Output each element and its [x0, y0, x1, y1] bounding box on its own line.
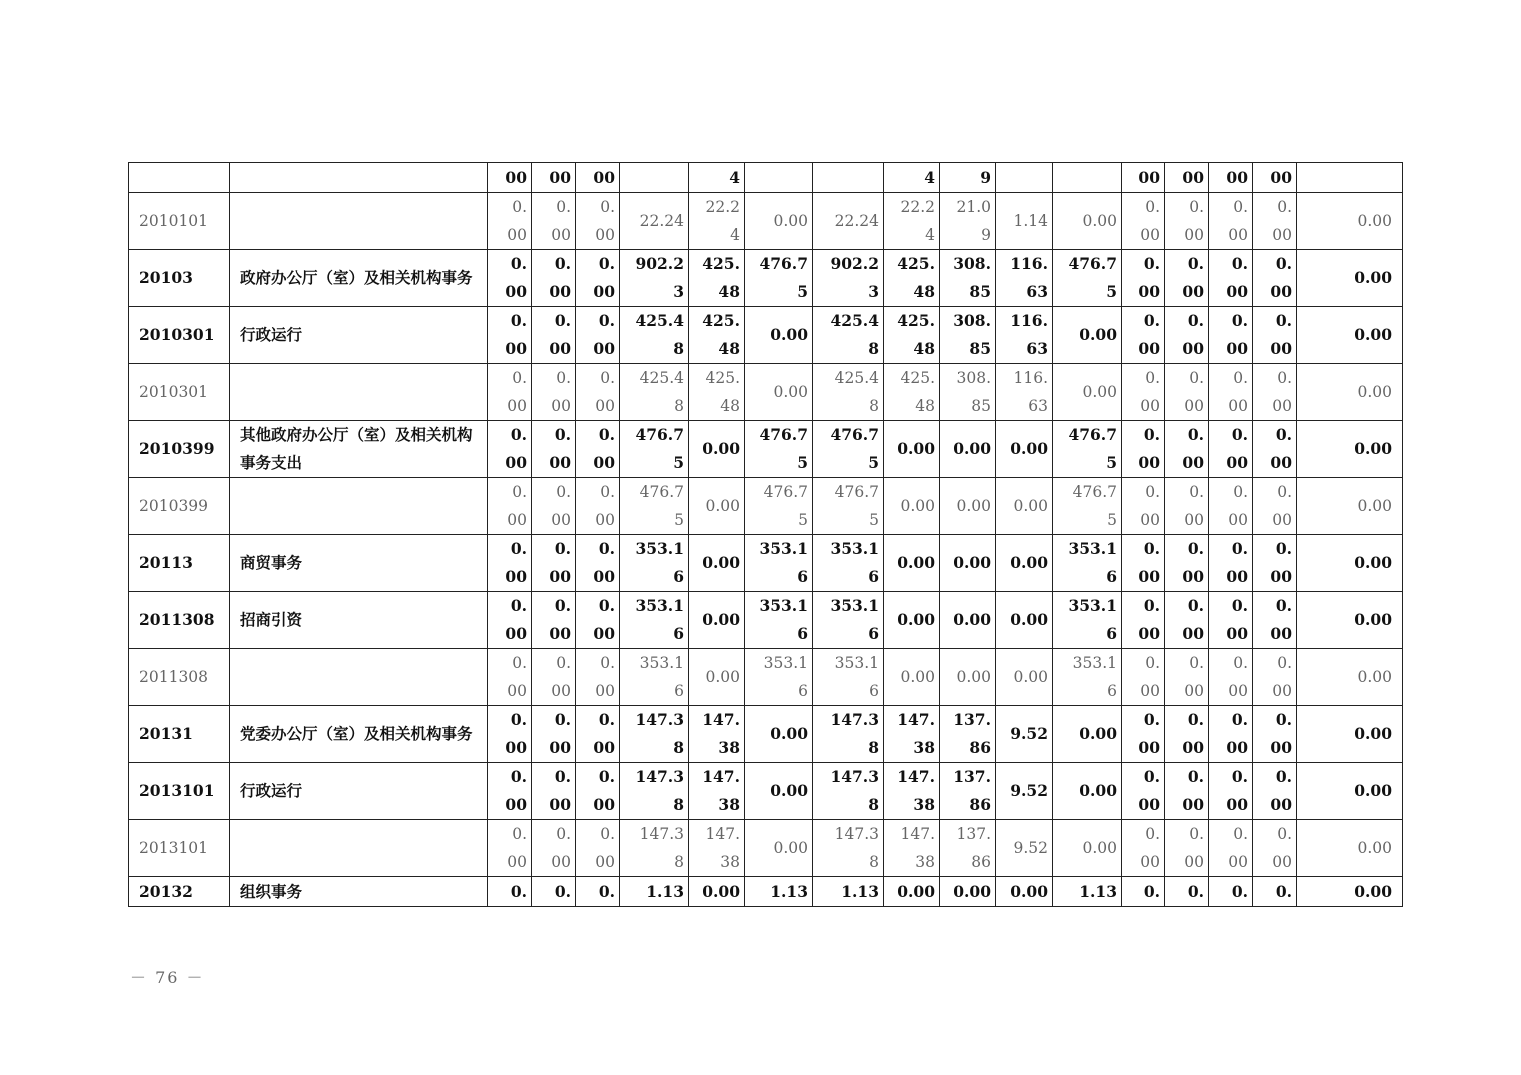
amount-cell: 147.3 8: [620, 763, 689, 820]
amount-cell: 476.7 5: [813, 421, 884, 478]
amount-cell: 0.00: [745, 307, 813, 364]
amount-cell: 0. 00: [532, 421, 576, 478]
amount-cell: 0.00: [1053, 763, 1122, 820]
subject-code: 2013101: [129, 820, 230, 877]
amount-cell: 0. 00: [1209, 250, 1253, 307]
amount-cell: 147. 38: [689, 706, 745, 763]
amount-cell: 353.1 6: [1053, 535, 1122, 592]
amount-cell: 425.4 8: [620, 364, 689, 421]
amount-cell: 353.1 6: [620, 649, 689, 706]
amount-cell: 353.1 6: [620, 535, 689, 592]
amount-cell: 1.13: [1053, 877, 1122, 907]
amount-cell: 1.13: [745, 877, 813, 907]
amount-cell: 476.7 5: [1053, 478, 1122, 535]
amount-cell: 0. 00: [1122, 193, 1165, 250]
amount-cell: 0.00: [1053, 364, 1122, 421]
amount-cell: 0.00: [745, 763, 813, 820]
amount-cell: 0. 00: [532, 307, 576, 364]
subject-code: 2010301: [129, 364, 230, 421]
table-row: [129, 307, 1403, 364]
amount-cell: 00: [1122, 163, 1165, 193]
amount-cell: 0.: [1209, 877, 1253, 907]
amount-cell: 0.00: [745, 193, 813, 250]
amount-cell: 0. 00: [532, 592, 576, 649]
amount-cell: 0. 00: [532, 193, 576, 250]
subject-code: [129, 163, 230, 193]
table-row: [129, 421, 1403, 478]
amount-cell: 0.00: [689, 478, 745, 535]
amount-cell: 0. 00: [488, 307, 532, 364]
amount-cell: 353.1 6: [745, 535, 813, 592]
amount-cell: 0. 00: [1253, 535, 1297, 592]
subject-code: 20131: [129, 706, 230, 763]
amount-cell: 0. 00: [1165, 364, 1209, 421]
amount-cell: 0.00: [689, 877, 745, 907]
amount-cell: 0. 00: [576, 193, 620, 250]
amount-cell: 425. 48: [689, 307, 745, 364]
subject-name: 行政运行: [230, 763, 488, 820]
amount-cell: 0. 00: [1209, 364, 1253, 421]
amount-cell: 137. 86: [940, 706, 996, 763]
amount-cell: 0. 00: [576, 250, 620, 307]
amount-cell: 0. 00: [488, 478, 532, 535]
amount-cell: 425. 48: [689, 250, 745, 307]
amount-cell: 9.52: [996, 820, 1053, 877]
amount-cell: 0. 00: [488, 535, 532, 592]
amount-cell: 147.3 8: [813, 763, 884, 820]
amount-cell: 147.3 8: [813, 706, 884, 763]
amount-cell: 0.00: [689, 421, 745, 478]
amount-cell: 902.2 3: [620, 250, 689, 307]
amount-cell: 0.00: [745, 820, 813, 877]
amount-cell: 353.1 6: [745, 592, 813, 649]
table-row: [129, 763, 1403, 820]
amount-cell: 308. 85: [940, 250, 996, 307]
amount-cell: [996, 163, 1053, 193]
amount-cell: 0. 00: [488, 250, 532, 307]
amount-cell: 0. 00: [1209, 706, 1253, 763]
amount-cell: 147.3 8: [620, 820, 689, 877]
amount-cell: 0.00: [884, 592, 940, 649]
amount-cell: 0. 00: [1253, 307, 1297, 364]
amount-cell: 0.00: [996, 649, 1053, 706]
amount-cell: [745, 163, 813, 193]
amount-cell: 0.00: [996, 421, 1053, 478]
amount-cell: 425.4 8: [813, 364, 884, 421]
amount-cell: 0. 00: [1122, 535, 1165, 592]
amount-cell: 1.14: [996, 193, 1053, 250]
amount-cell: 0. 00: [1253, 250, 1297, 307]
subject-code: 2010101: [129, 193, 230, 250]
amount-cell: 0. 00: [1209, 820, 1253, 877]
amount-cell: 0. 00: [576, 478, 620, 535]
amount-cell: 0. 00: [532, 649, 576, 706]
subject-name: 行政运行: [230, 307, 488, 364]
table-row: [129, 364, 1403, 421]
amount-cell: 476.7 5: [620, 478, 689, 535]
amount-cell: 0. 00: [576, 307, 620, 364]
amount-cell: 0. 00: [576, 649, 620, 706]
subject-name: 其他政府办公厅（室）及相关机构事务支出: [230, 421, 488, 478]
amount-cell: 0.00: [689, 649, 745, 706]
amount-cell: 353.1 6: [813, 592, 884, 649]
amount-cell: 0. 00: [1165, 250, 1209, 307]
amount-cell: 00: [1209, 163, 1253, 193]
subject-name: [230, 163, 488, 193]
subject-code: 2010399: [129, 478, 230, 535]
amount-cell: 0. 00: [1209, 763, 1253, 820]
amount-cell: 147.3 8: [620, 706, 689, 763]
subject-code: 2010301: [129, 307, 230, 364]
subject-name: [230, 364, 488, 421]
amount-cell: [1297, 163, 1403, 193]
amount-cell: 0. 00: [1165, 307, 1209, 364]
amount-cell: 0. 00: [1122, 649, 1165, 706]
amount-cell: 22.24: [813, 193, 884, 250]
amount-cell: 0. 00: [1253, 592, 1297, 649]
amount-cell: 0. 00: [1165, 478, 1209, 535]
amount-cell: 00: [576, 163, 620, 193]
amount-cell: 0. 00: [1165, 592, 1209, 649]
table-row: [129, 649, 1403, 706]
amount-cell: 0. 00: [576, 820, 620, 877]
amount-cell: 476.7 5: [745, 478, 813, 535]
amount-cell: 425. 48: [884, 250, 940, 307]
amount-cell: 137. 86: [940, 820, 996, 877]
subject-code: 2010399: [129, 421, 230, 478]
amount-cell: 0. 00: [576, 535, 620, 592]
amount-cell: [620, 163, 689, 193]
amount-cell: 147.3 8: [813, 820, 884, 877]
amount-cell: 0. 00: [532, 478, 576, 535]
amount-cell: 0. 00: [1122, 592, 1165, 649]
amount-cell: 0.00: [940, 478, 996, 535]
amount-cell: 147. 38: [689, 820, 745, 877]
amount-cell: 22.24: [620, 193, 689, 250]
amount-cell: 0. 00: [1165, 820, 1209, 877]
amount-cell: 0.: [1253, 877, 1297, 907]
amount-cell: 0. 00: [1165, 421, 1209, 478]
amount-cell: 0. 00: [1209, 193, 1253, 250]
amount-cell: 0. 00: [488, 649, 532, 706]
amount-cell: 137. 86: [940, 763, 996, 820]
amount-cell: 0. 00: [532, 763, 576, 820]
amount-cell: 0.00: [1297, 763, 1403, 820]
amount-cell: 0.: [1165, 877, 1209, 907]
amount-cell: 147. 38: [884, 820, 940, 877]
amount-cell: 0.00: [940, 877, 996, 907]
amount-cell: 147. 38: [884, 706, 940, 763]
amount-cell: 476.7 5: [620, 421, 689, 478]
amount-cell: 0. 00: [488, 820, 532, 877]
subject-name: [230, 820, 488, 877]
amount-cell: 22.2 4: [884, 193, 940, 250]
amount-cell: 353.1 6: [745, 649, 813, 706]
amount-cell: 1.13: [620, 877, 689, 907]
amount-cell: 0. 00: [488, 421, 532, 478]
amount-cell: 425.4 8: [813, 307, 884, 364]
amount-cell: 0. 00: [1253, 763, 1297, 820]
amount-cell: 0. 00: [1253, 706, 1297, 763]
amount-cell: 21.0 9: [940, 193, 996, 250]
subject-code: 20113: [129, 535, 230, 592]
amount-cell: 0. 00: [488, 364, 532, 421]
amount-cell: 0. 00: [1122, 307, 1165, 364]
amount-cell: 0.00: [1297, 250, 1403, 307]
amount-cell: 0. 00: [1209, 535, 1253, 592]
amount-cell: 9.52: [996, 763, 1053, 820]
amount-cell: 9: [940, 163, 996, 193]
amount-cell: 425. 48: [884, 307, 940, 364]
amount-cell: 425. 48: [884, 364, 940, 421]
amount-cell: 0. 00: [1253, 193, 1297, 250]
amount-cell: 0. 00: [1209, 478, 1253, 535]
amount-cell: 0.00: [745, 364, 813, 421]
amount-cell: 308. 85: [940, 307, 996, 364]
amount-cell: 0.00: [1297, 877, 1403, 907]
amount-cell: 0. 00: [1253, 649, 1297, 706]
amount-cell: 22.2 4: [689, 193, 745, 250]
amount-cell: 0.00: [884, 649, 940, 706]
subject-name: 组织事务: [230, 877, 488, 907]
amount-cell: 0. 00: [532, 706, 576, 763]
amount-cell: 0. 00: [576, 421, 620, 478]
amount-cell: 476.7 5: [745, 250, 813, 307]
amount-cell: 0.: [576, 877, 620, 907]
amount-cell: 116. 63: [996, 307, 1053, 364]
amount-cell: 0.00: [884, 421, 940, 478]
amount-cell: 116. 63: [996, 364, 1053, 421]
amount-cell: 0. 00: [488, 193, 532, 250]
amount-cell: 0.00: [1297, 478, 1403, 535]
subject-code: 2011308: [129, 649, 230, 706]
subject-code: 20132: [129, 877, 230, 907]
subject-name: [230, 478, 488, 535]
amount-cell: 0. 00: [1165, 763, 1209, 820]
amount-cell: 0. 00: [1209, 307, 1253, 364]
amount-cell: 0.00: [996, 877, 1053, 907]
amount-cell: 0.00: [940, 649, 996, 706]
amount-cell: 0.00: [940, 592, 996, 649]
amount-cell: 425.4 8: [620, 307, 689, 364]
amount-cell: 0. 00: [576, 592, 620, 649]
amount-cell: 116. 63: [996, 250, 1053, 307]
amount-cell: 0. 00: [1253, 421, 1297, 478]
amount-cell: 0. 00: [1209, 592, 1253, 649]
amount-cell: 353.1 6: [1053, 649, 1122, 706]
amount-cell: 353.1 6: [620, 592, 689, 649]
amount-cell: 0.00: [1297, 649, 1403, 706]
page-number: － 76 －: [130, 968, 205, 987]
budget-table: [128, 162, 1403, 907]
amount-cell: 353.1 6: [813, 535, 884, 592]
amount-cell: 0.00: [1053, 820, 1122, 877]
table-row: [129, 478, 1403, 535]
amount-cell: 4: [884, 163, 940, 193]
amount-cell: 425. 48: [689, 364, 745, 421]
amount-cell: 0. 00: [576, 763, 620, 820]
amount-cell: 0. 00: [1165, 535, 1209, 592]
amount-cell: 147. 38: [884, 763, 940, 820]
amount-cell: 0.00: [1053, 193, 1122, 250]
amount-cell: 902.2 3: [813, 250, 884, 307]
amount-cell: 0.00: [1297, 421, 1403, 478]
amount-cell: 476.7 5: [745, 421, 813, 478]
amount-cell: [1053, 163, 1122, 193]
amount-cell: 0. 00: [1122, 763, 1165, 820]
amount-cell: 476.7 5: [1053, 250, 1122, 307]
amount-cell: 0. 00: [488, 706, 532, 763]
amount-cell: 0.00: [940, 535, 996, 592]
table-row: [129, 877, 1403, 907]
amount-cell: 0. 00: [576, 364, 620, 421]
amount-cell: 0.00: [745, 706, 813, 763]
amount-cell: 0. 00: [1122, 706, 1165, 763]
amount-cell: 0. 00: [1122, 820, 1165, 877]
amount-cell: 0. 00: [1165, 706, 1209, 763]
amount-cell: 476.7 5: [813, 478, 884, 535]
table-row: [129, 706, 1403, 763]
subject-code: 20103: [129, 250, 230, 307]
amount-cell: [813, 163, 884, 193]
amount-cell: 0. 00: [532, 535, 576, 592]
amount-cell: 0.: [1122, 877, 1165, 907]
amount-cell: 9.52: [996, 706, 1053, 763]
amount-cell: 147. 38: [689, 763, 745, 820]
amount-cell: 0.00: [689, 535, 745, 592]
amount-cell: 0. 00: [1253, 478, 1297, 535]
subject-name: 招商引资: [230, 592, 488, 649]
table-row: [129, 820, 1403, 877]
subject-name: 商贸事务: [230, 535, 488, 592]
amount-cell: 0.00: [1297, 592, 1403, 649]
amount-cell: 0. 00: [1122, 364, 1165, 421]
amount-cell: 0.00: [884, 535, 940, 592]
amount-cell: 0. 00: [1122, 478, 1165, 535]
amount-cell: 0.00: [884, 478, 940, 535]
amount-cell: 0.00: [1297, 193, 1403, 250]
subject-code: 2013101: [129, 763, 230, 820]
amount-cell: 0.00: [1297, 307, 1403, 364]
amount-cell: 0. 00: [488, 763, 532, 820]
amount-cell: 00: [1253, 163, 1297, 193]
amount-cell: 308. 85: [940, 364, 996, 421]
table-row: [129, 592, 1403, 649]
amount-cell: 0. 00: [1122, 421, 1165, 478]
amount-cell: 0.00: [996, 535, 1053, 592]
amount-cell: 0.00: [1053, 307, 1122, 364]
table-row: [129, 163, 1403, 193]
amount-cell: 0. 00: [1209, 421, 1253, 478]
subject-name: 党委办公厅（室）及相关机构事务: [230, 706, 488, 763]
amount-cell: 0. 00: [1209, 649, 1253, 706]
amount-cell: 0. 00: [1122, 250, 1165, 307]
amount-cell: 0. 00: [1253, 820, 1297, 877]
amount-cell: 0.: [488, 877, 532, 907]
amount-cell: 0. 00: [532, 820, 576, 877]
amount-cell: 0. 00: [1253, 364, 1297, 421]
amount-cell: 0.00: [1297, 535, 1403, 592]
amount-cell: 0.00: [1297, 706, 1403, 763]
table-row: [129, 535, 1403, 592]
amount-cell: 0. 00: [576, 706, 620, 763]
amount-cell: 0.00: [1297, 364, 1403, 421]
amount-cell: 0.00: [1297, 820, 1403, 877]
table-row: [129, 250, 1403, 307]
amount-cell: 00: [532, 163, 576, 193]
amount-cell: 0.00: [996, 592, 1053, 649]
subject-code: 2011308: [129, 592, 230, 649]
amount-cell: 4: [689, 163, 745, 193]
amount-cell: 0.00: [1053, 706, 1122, 763]
amount-cell: 0. 00: [532, 364, 576, 421]
amount-cell: 0. 00: [488, 592, 532, 649]
amount-cell: 0.00: [996, 478, 1053, 535]
amount-cell: 353.1 6: [813, 649, 884, 706]
amount-cell: 0.00: [940, 421, 996, 478]
subject-name: [230, 649, 488, 706]
amount-cell: 0.00: [884, 877, 940, 907]
amount-cell: 0. 00: [532, 250, 576, 307]
subject-name: [230, 193, 488, 250]
amount-cell: 0. 00: [1165, 649, 1209, 706]
amount-cell: 0. 00: [1165, 193, 1209, 250]
amount-cell: 1.13: [813, 877, 884, 907]
amount-cell: 00: [488, 163, 532, 193]
table-row: [129, 193, 1403, 250]
subject-name: 政府办公厅（室）及相关机构事务: [230, 250, 488, 307]
amount-cell: 0.00: [689, 592, 745, 649]
amount-cell: 353.1 6: [1053, 592, 1122, 649]
amount-cell: 476.7 5: [1053, 421, 1122, 478]
amount-cell: 0.: [532, 877, 576, 907]
amount-cell: 00: [1165, 163, 1209, 193]
